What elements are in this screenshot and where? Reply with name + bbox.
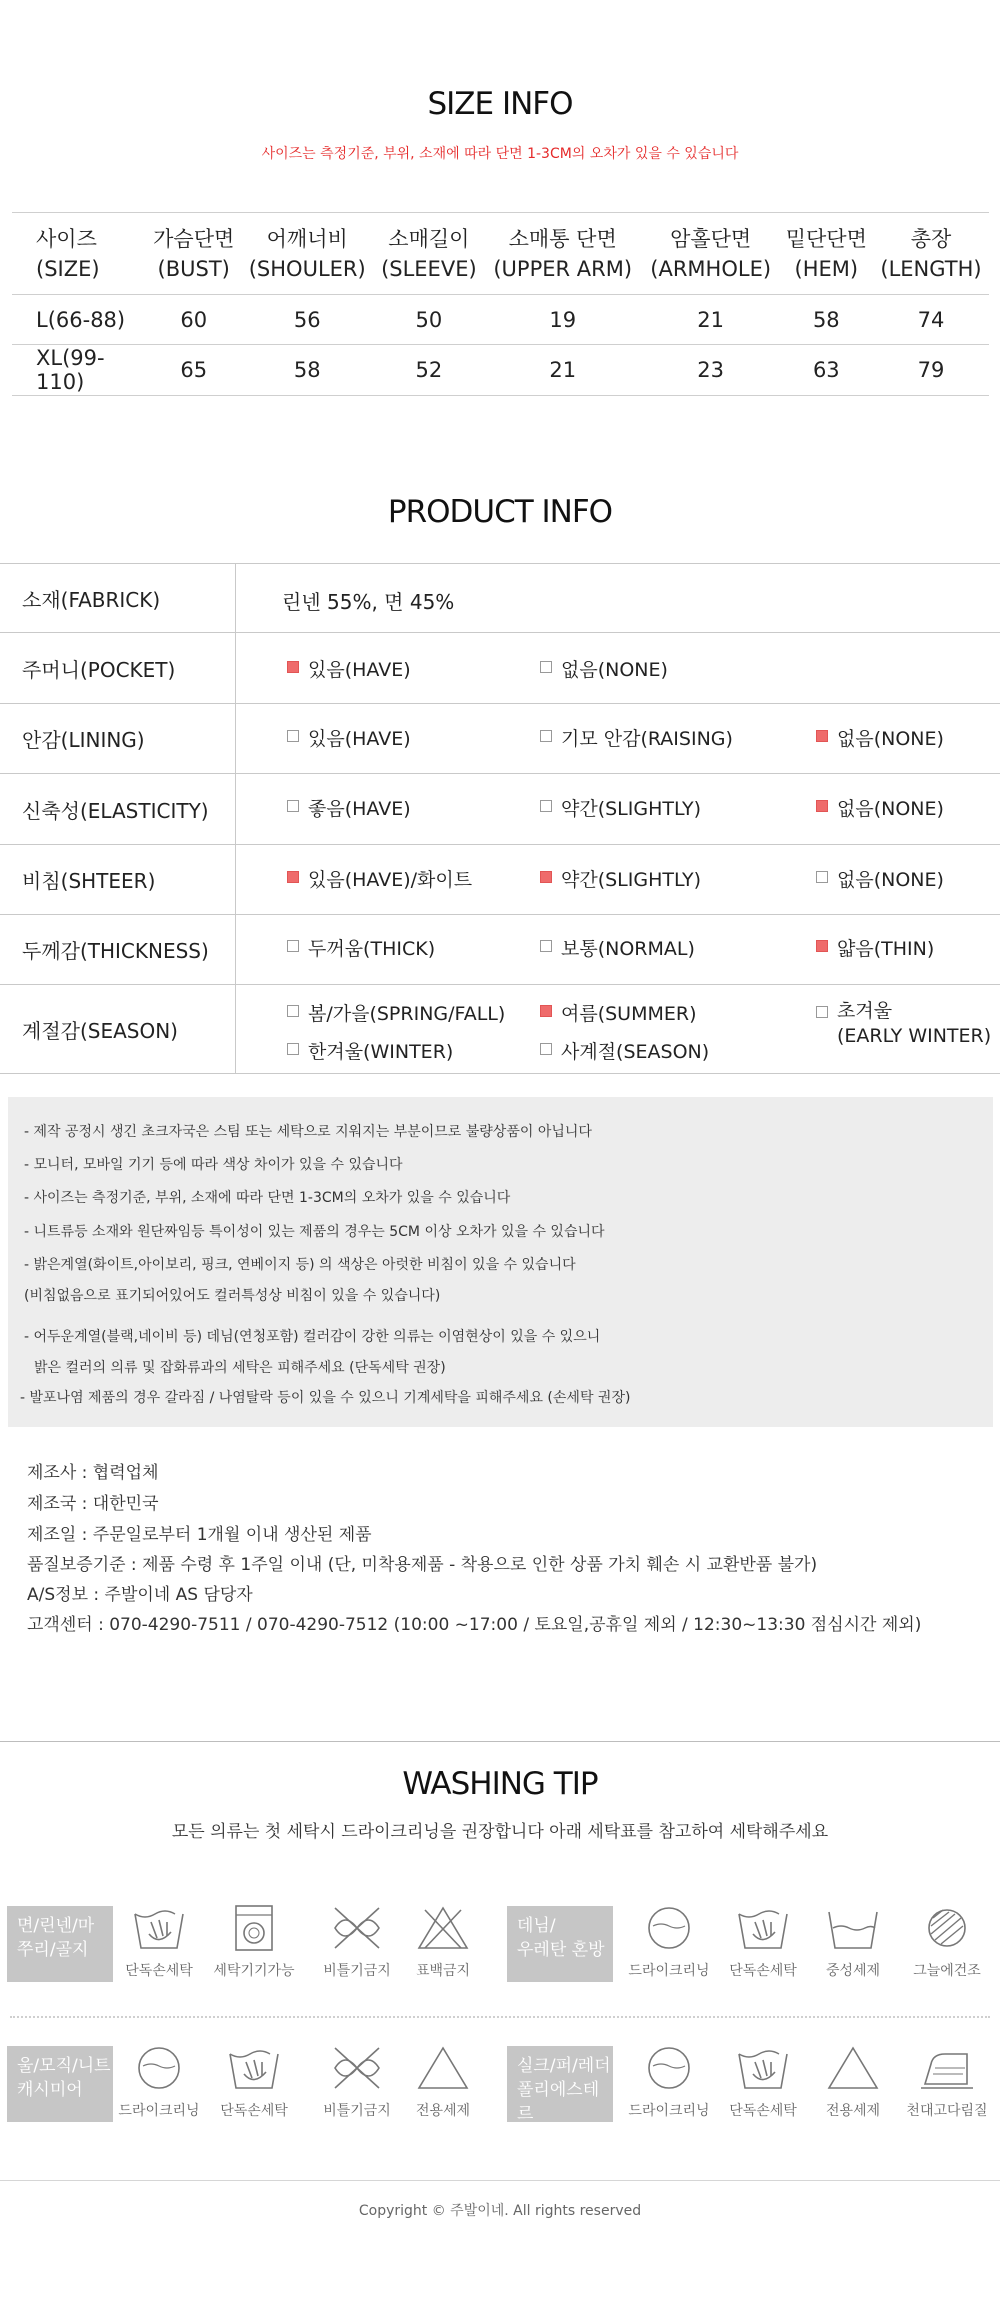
wash-category-silk: 실크/퍼/레더 폴리에스테르 [507, 2046, 613, 2122]
special-detergent-icon [825, 2044, 881, 2092]
checkbox-icon [540, 1043, 552, 1055]
wash-item: 그늘에건조 [902, 1904, 992, 1980]
hand-wash-icon [131, 1904, 187, 1952]
table-cell: 56 [293, 307, 321, 332]
checkbox-icon [287, 730, 299, 742]
wash-item: 단독손세탁 [209, 2044, 299, 2120]
option-season-spring-fall[interactable]: 봄/가을(SPRING/FALL) [287, 999, 505, 1026]
season-label: 계절감(SEASON) [0, 985, 236, 1073]
maker-line: 품질보증기준 : 제품 수령 후 1주일 이내 (단, 미착용제품 - 착용으로 인한 상품 가치 훼손 시 교환반품 불가) [27, 1555, 818, 1575]
option-sheer-have[interactable]: 있음(HAVE)/화이트 [287, 865, 472, 892]
notice-line: - 사이즈는 측정기준, 부위, 소재에 따라 단면 1-3CM의 오차가 있을 수 있습니다 [24, 1190, 511, 1206]
wash-item: 천대고다림질 [902, 2044, 992, 2120]
footer-divider [0, 2180, 1000, 2181]
no-wring-icon [329, 1904, 385, 1952]
wash-item: 비틀기금지 [312, 1904, 402, 1980]
divider [0, 1741, 1000, 1742]
header-bust: 가슴단면 (BUST) [153, 226, 235, 281]
no-bleach-icon [415, 1904, 471, 1952]
checkbox-icon [540, 940, 552, 952]
wash-item: 세탁기기가능 [209, 1904, 299, 1980]
hand-wash-icon [226, 2044, 282, 2092]
customer-center-line: 고객센터 : 070-4290-7511 / 070-4290-7512 (10:00 ~17:00 / 토요일,공휴일 제외 / 12:30~13:30 점심시간 제외) [27, 1615, 922, 1635]
dry-clean-icon [641, 1904, 697, 1952]
checkbox-icon [540, 661, 552, 673]
hand-wash-icon [735, 2044, 791, 2092]
wash-item: 드라이크리닝 [114, 2044, 204, 2120]
table-cell: 79 [917, 358, 945, 382]
dotted-divider [10, 2016, 990, 2018]
option-season-early-winter[interactable]: 초겨울 (EARLY WINTER) [816, 999, 991, 1049]
table-cell: 58 [293, 358, 321, 382]
table-cell: 23 [697, 358, 725, 382]
option-pocket-none[interactable]: 없음(NONE) [540, 655, 668, 682]
sheer-row [0, 845, 1000, 915]
size-cell: L(66-88) [36, 307, 126, 332]
checkbox-icon [540, 730, 552, 742]
size-cell: XL(99-110) [36, 346, 105, 394]
wash-item: 단독손세탁 [718, 2044, 808, 2120]
option-season-summer[interactable]: 여름(SUMMER) [540, 999, 697, 1026]
header-length: 총장 (LENGTH) [880, 226, 982, 281]
option-elasticity-have[interactable]: 좋음(HAVE) [287, 794, 411, 821]
wash-item: 단독손세탁 [114, 1904, 204, 1980]
shade-dry-icon [919, 1904, 975, 1952]
checkbox-icon [540, 800, 552, 812]
header-sleeve: 소매길이 (SLEEVE) [381, 226, 477, 281]
checkbox-icon [540, 871, 552, 883]
size-table [12, 212, 989, 396]
option-sheer-slightly[interactable]: 약간(SLIGHTLY) [540, 865, 701, 892]
season-row [0, 985, 1000, 1074]
wash-item: 비틀기금지 [312, 2044, 402, 2120]
sheer-label: 비침(SHTEER) [0, 845, 236, 914]
table-cell: 74 [917, 307, 945, 332]
option-season-winter[interactable]: 한겨울(WINTER) [287, 1037, 453, 1064]
notice-line: - 어두운계열(블랙,네이비 등) 데님(연청포함) 컬러감이 강한 의류는 이염현상이 있을 수 있으니 [24, 1329, 601, 1345]
notice-line: - 제작 공정시 생긴 초크자국은 스팀 또는 세탁으로 지워지는 부분이므로 불량상품이 아닙니다 [24, 1124, 592, 1140]
maker-line: 제조사 : 협력업체 [27, 1463, 159, 1483]
option-sheer-none[interactable]: 없음(NONE) [816, 865, 944, 892]
wash-category-wool: 울/모직/니트 캐시미어 [7, 2046, 113, 2122]
option-lining-none[interactable]: 없음(NONE) [816, 724, 944, 751]
header-upper-arm: 소매통 단면 (UPPER ARM) [493, 226, 633, 281]
table-cell: 52 [415, 358, 443, 382]
option-thickness-thin[interactable]: 얇음(THIN) [816, 934, 934, 961]
size-info-title: SIZE INFO [427, 86, 573, 122]
table-row [12, 345, 989, 396]
thickness-row [0, 915, 1000, 985]
checkbox-icon [287, 940, 299, 952]
table-row [12, 295, 989, 345]
table-cell: 21 [549, 358, 577, 382]
table-cell: 60 [180, 307, 208, 332]
maker-line: A/S정보 : 주발이네 AS 담당자 [27, 1585, 253, 1605]
header-size: 사이즈 (SIZE) [36, 226, 100, 281]
elasticity-label: 신축성(ELASTICITY) [0, 774, 236, 844]
notice-line: - 밝은계열(화이트,아이보리, 핑크, 연베이지 등) 의 색상은 아럿한 비침이 있을 수 있습니다 [24, 1257, 576, 1273]
dry-clean-icon [641, 2044, 697, 2092]
table-cell: 19 [549, 307, 577, 332]
notice-line: - 니트류등 소재와 원단짜임등 특이성이 있는 제품의 경우는 5CM 이상 오차가 있을 수 있습니다 [24, 1224, 605, 1240]
checkbox-icon [287, 661, 299, 673]
maker-line: 제조일 : 주문일로부터 1개월 이내 생산된 제품 [27, 1525, 372, 1545]
size-table-header [12, 213, 989, 295]
wash-item: 드라이크리닝 [624, 2044, 714, 2120]
table-cell: 65 [180, 358, 208, 382]
wash-item: 전용세제 [808, 2044, 898, 2120]
notice-line: (비침없음으로 표기되어있어도 컬러특성상 비침이 있을 수 있습니다) [24, 1288, 441, 1304]
wash-item: 전용세제 [398, 2044, 488, 2120]
washing-tip-title: WASHING TIP [402, 1766, 598, 1802]
checkbox-icon [816, 940, 828, 952]
notice-line: - 모니터, 모바일 기기 등에 따라 색상 차이가 있을 수 있습니다 [24, 1157, 403, 1173]
wash-item: 드라이크리닝 [624, 1904, 714, 1980]
checkbox-icon [287, 1005, 299, 1017]
wash-category-cotton: 면/린넨/마 쭈리/골지 [7, 1906, 113, 1982]
header-armhole: 암홀단면 (ARMHOLE) [650, 226, 772, 281]
hand-wash-icon [735, 1904, 791, 1952]
fabric-row [0, 564, 1000, 633]
checkbox-icon [287, 1043, 299, 1055]
header-shoulder: 어깨너비 (SHOULER) [248, 226, 366, 281]
header-hem: 밑단단면 (HEM) [785, 226, 867, 281]
option-lining-have[interactable]: 있음(HAVE) [287, 724, 411, 751]
product-info-table [0, 563, 1000, 1074]
option-elasticity-none[interactable]: 없음(NONE) [816, 794, 944, 821]
maker-line: 제조국 : 대한민국 [27, 1494, 159, 1514]
checkbox-icon [816, 871, 828, 883]
dry-clean-icon [131, 2044, 187, 2092]
option-thickness-thick[interactable]: 두꺼움(THICK) [287, 934, 435, 961]
option-season-all[interactable]: 사계절(SEASON) [540, 1037, 709, 1064]
checkbox-icon [540, 1005, 552, 1017]
table-cell: 58 [812, 307, 840, 332]
elasticity-row [0, 774, 1000, 845]
notice-box [8, 1097, 993, 1427]
notice-line: - 발포나염 제품의 경우 갈라짐 / 나염탈락 등이 있을 수 있으니 기계세탁을 피해주세요 (손세탁 권장) [20, 1390, 631, 1406]
pocket-label: 주머니(POCKET) [0, 633, 236, 703]
option-thickness-normal[interactable]: 보통(NORMAL) [540, 934, 695, 961]
washing-machine-icon [226, 1904, 282, 1952]
copyright: Copyright © 주발이네. All rights reserved [358, 2203, 642, 2219]
table-cell: 63 [812, 358, 840, 382]
special-detergent-icon [415, 2044, 471, 2092]
table-cell: 21 [697, 307, 725, 332]
lining-label: 안감(LINING) [0, 704, 236, 773]
size-note: 사이즈는 측정기준, 부위, 소재에 따라 단면 1-3CM의 오차가 있을 수 있습니다 [261, 146, 739, 162]
fabric-label: 소재(FABRICK) [0, 564, 236, 632]
neutral-detergent-icon [825, 1904, 881, 1952]
table-cell: 50 [415, 307, 443, 332]
product-info-title: PRODUCT INFO [387, 494, 613, 530]
checkbox-icon [816, 1006, 828, 1018]
option-elasticity-slightly[interactable]: 약간(SLIGHTLY) [540, 794, 701, 821]
notice-line: 밝은 컬러의 의류 및 잡화류과의 세탁은 피해주세요 (단독세탁 권장) [34, 1360, 446, 1376]
lining-row [0, 704, 1000, 774]
checkbox-icon [287, 871, 299, 883]
checkbox-icon [287, 800, 299, 812]
wash-item: 표백금지 [398, 1904, 488, 1980]
pocket-row [0, 633, 1000, 704]
fabric-value: 린넨 55%, 면 45% [282, 590, 455, 614]
option-lining-raising[interactable]: 기모 안감(RAISING) [540, 724, 733, 751]
checkbox-icon [816, 800, 828, 812]
wash-item: 중성세제 [808, 1904, 898, 1980]
iron-cloth-icon [919, 2044, 975, 2092]
thickness-label: 두께감(THICKNESS) [0, 915, 236, 984]
checkbox-icon [816, 730, 828, 742]
wash-item: 단독손세탁 [718, 1904, 808, 1980]
no-wring-icon [329, 2044, 385, 2092]
wash-category-denim: 데님/ 우레탄 혼방 [507, 1906, 613, 1982]
washing-subtitle: 모든 의류는 첫 세탁시 드라이크리닝을 권장합니다 아래 세탁표를 참고하여 세탁해주세요 [171, 1822, 829, 1842]
option-pocket-have[interactable]: 있음(HAVE) [287, 655, 411, 682]
